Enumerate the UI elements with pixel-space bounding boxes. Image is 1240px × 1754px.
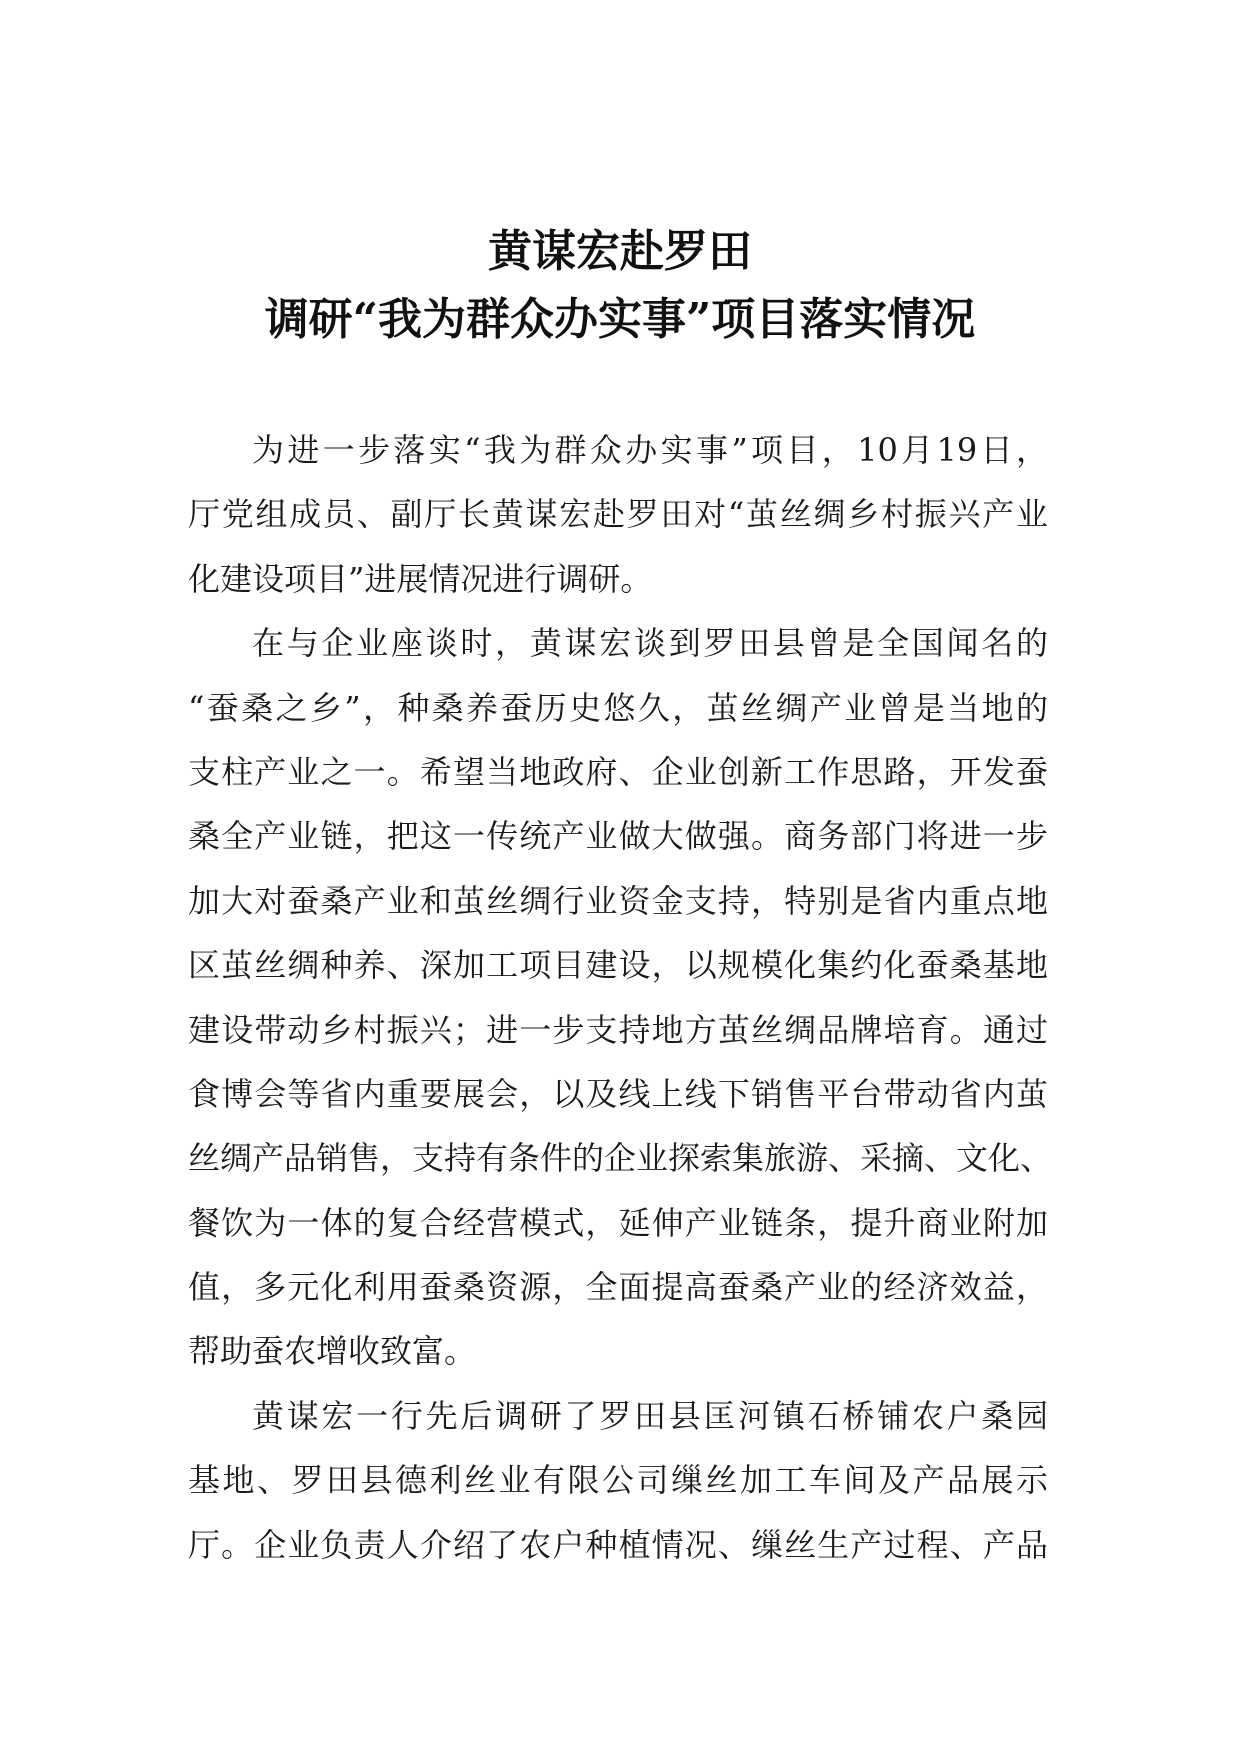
paragraph-line: 化建设项目”进展情况进行调研。	[188, 559, 653, 598]
paragraph-line: 丝绸产品销售，支持有条件的企业探索集旅游、采摘、文化、	[188, 1139, 1053, 1178]
paragraph-2	[188, 611, 1053, 1384]
document-title-line-2: 调研“我为群众办实事”项目落实情况	[264, 294, 976, 345]
paragraph-line: 厅。企业负责人介绍了农户种植情况、缫丝生产过程、产品	[188, 1525, 1048, 1564]
paragraph-3	[188, 1384, 1048, 1577]
paragraph-line: 黄谋宏一行先后调研了罗田县匡河镇石桥铺农户桑园	[252, 1396, 1048, 1435]
paragraph-line: 食博会等省内重要展会，以及线上线下销售平台带动省内茧	[188, 1074, 1048, 1113]
paragraph-line: 在与企业座谈时，黄谋宏谈到罗田县曾是全国闻名的	[252, 624, 1048, 663]
paragraph-line: 加大对蚕桑产业和茧丝绸行业资金支持，特别是省内重点地	[188, 881, 1048, 920]
document-body	[188, 418, 1053, 1577]
paragraph-line: 厅党组成员、副厅长黄谋宏赴罗田对“茧丝绸乡村振兴产业	[188, 495, 1048, 534]
paragraph-line: 区茧丝绸种养、深加工项目建设，以规模化集约化蚕桑基地	[188, 946, 1048, 985]
paragraph-line: 值，多元化利用蚕桑资源，全面提高蚕桑产业的经济效益，	[188, 1268, 1048, 1307]
paragraph-line: 帮助蚕农增收致富。	[188, 1332, 477, 1371]
paragraph-line: 支柱产业之一。希望当地政府、企业创新工作思路，开发蚕	[188, 752, 1048, 791]
paragraph-1	[188, 418, 1048, 611]
paragraph-line: 基地、罗田县德利丝业有限公司缫丝加工车间及产品展示	[188, 1461, 1048, 1500]
paragraph-line: 桑全产业链，把这一传统产业做大做强。商务部门将进一步	[188, 817, 1048, 856]
paragraph-line: 餐饮为一体的复合经营模式，延伸产业链条，提升商业附加	[188, 1203, 1048, 1242]
paragraph-line: 建设带动乡村振兴；进一步支持地方茧丝绸品牌培育。通过	[188, 1010, 1048, 1049]
paragraph-line: 为进一步落实“我为群众办实事”项目，10月19日，	[252, 431, 1048, 469]
document-title-line-1: 黄谋宏赴罗田	[488, 226, 752, 277]
paragraph-line: “蚕桑之乡”，种桑养蚕历史悠久，茧丝绸产业曾是当地的	[188, 688, 1048, 727]
